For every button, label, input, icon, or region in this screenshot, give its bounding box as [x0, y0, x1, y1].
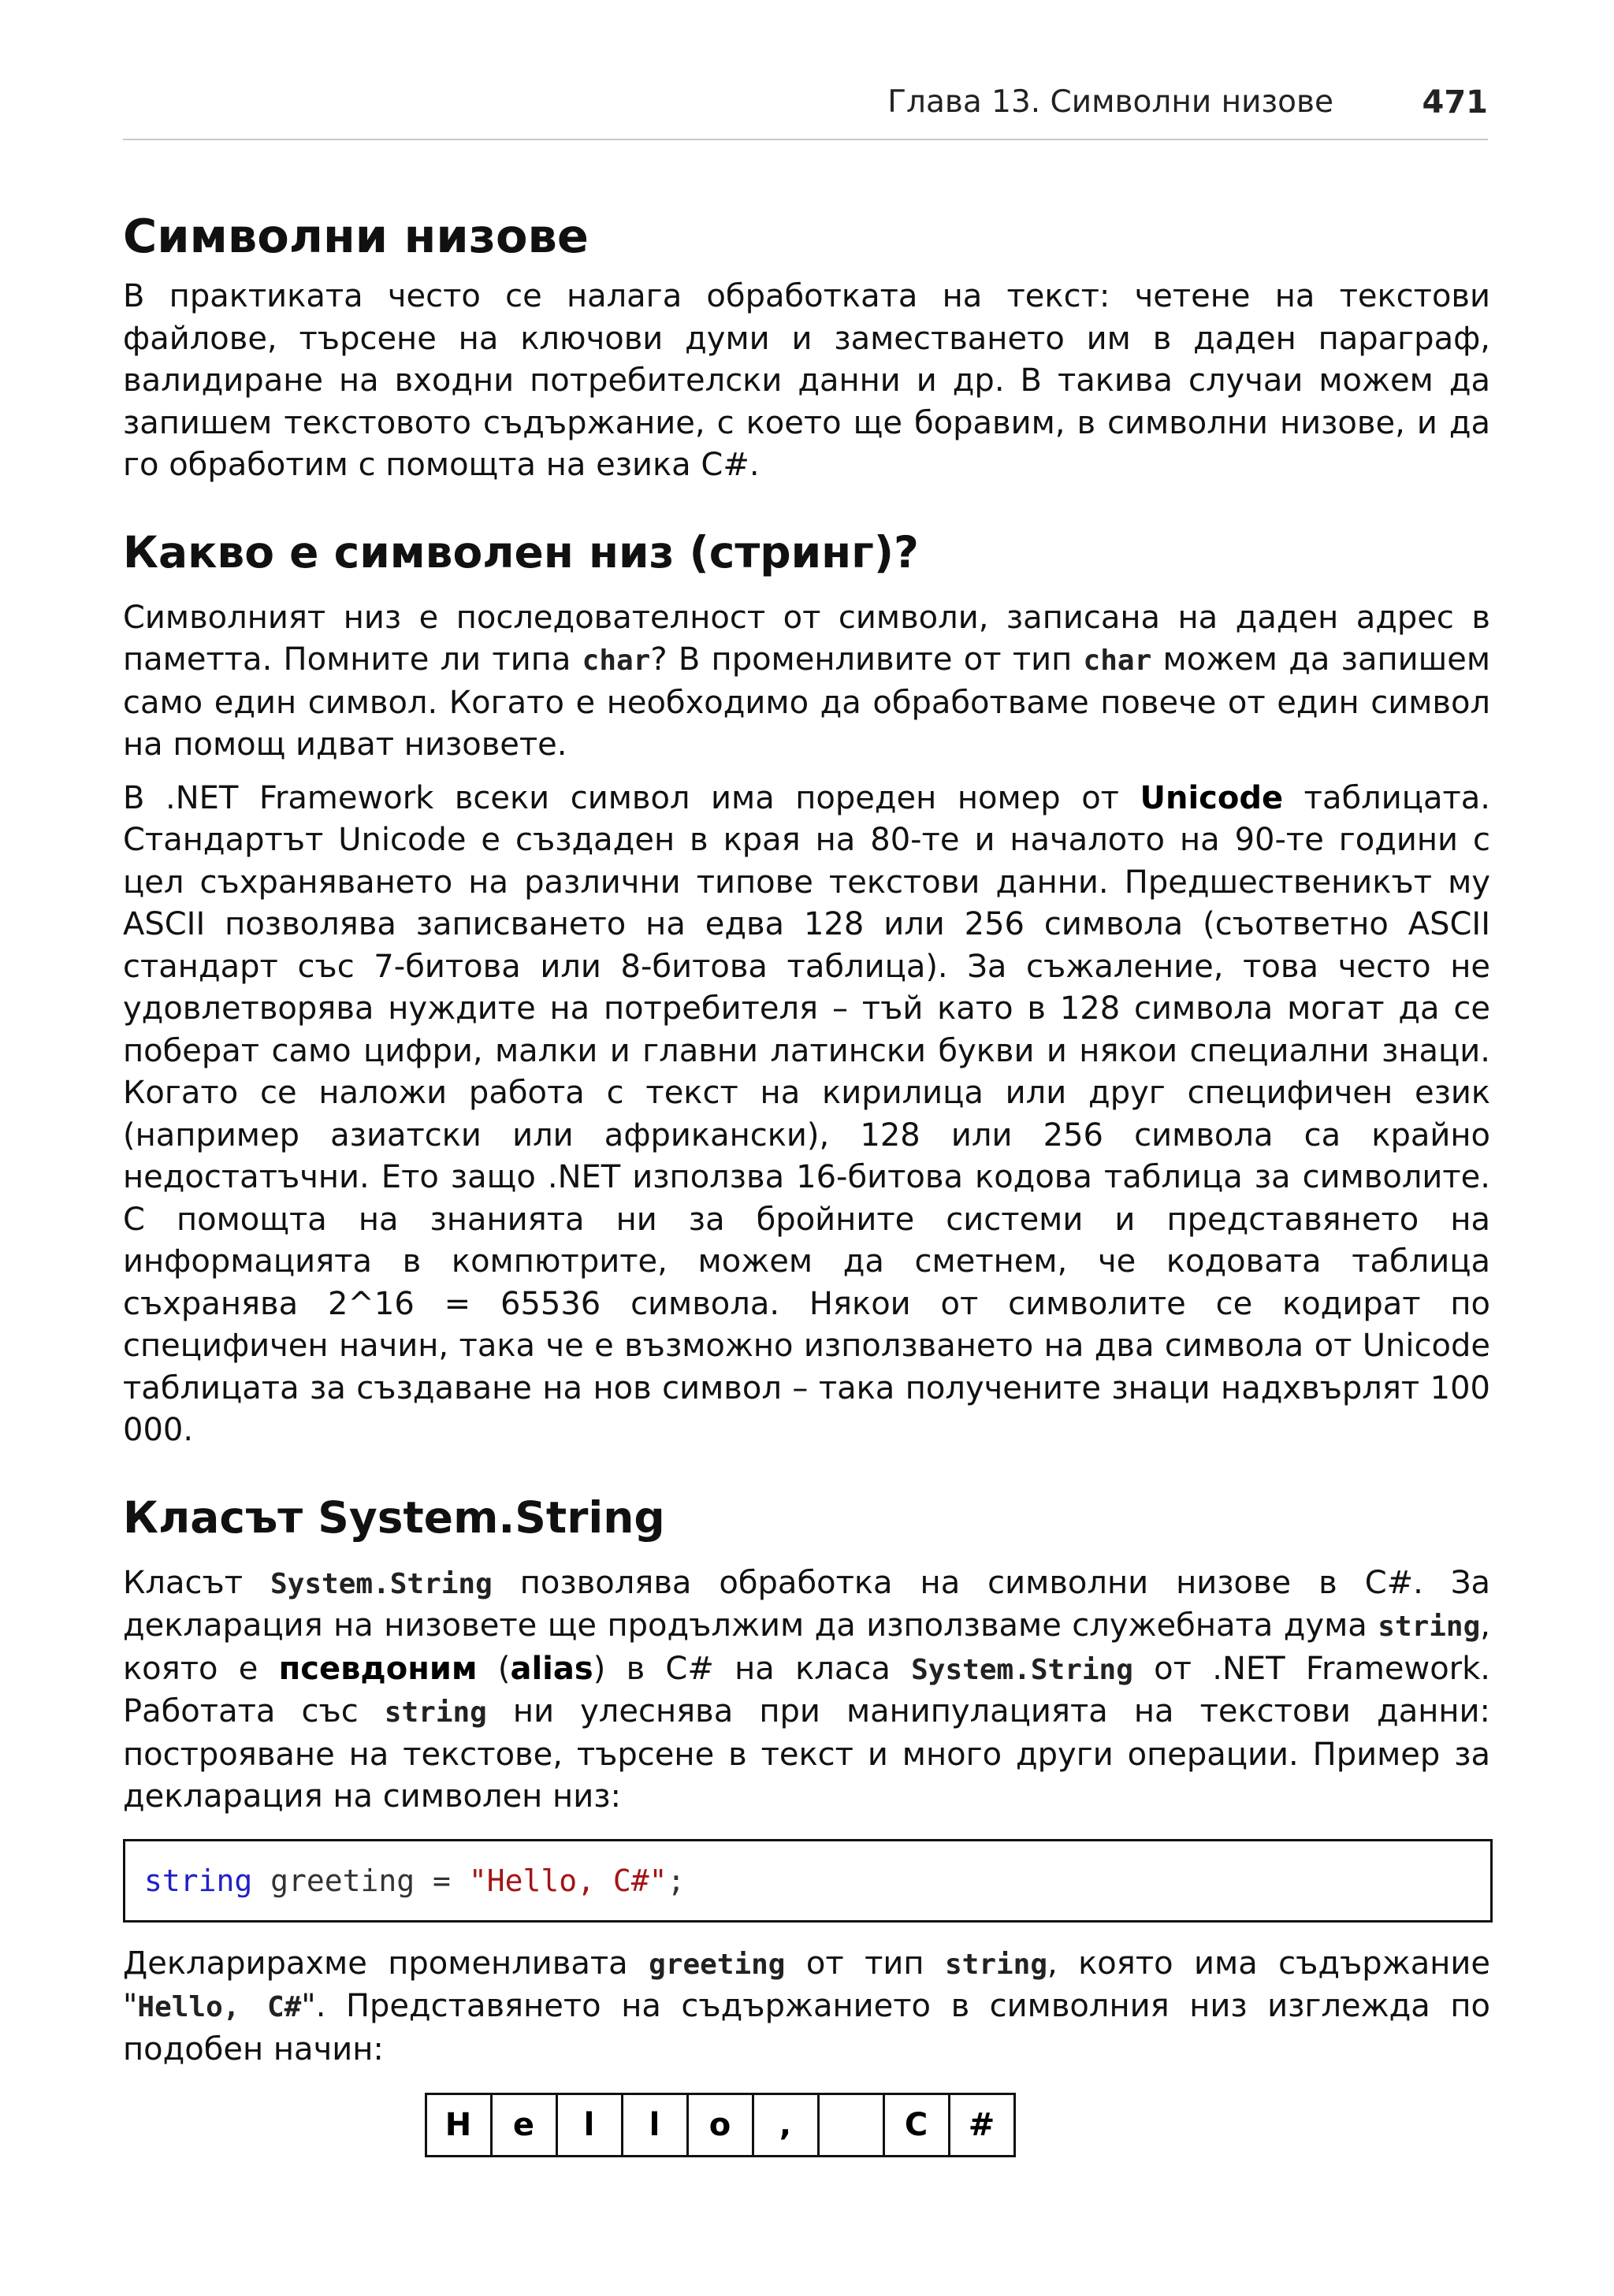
inline-code: string [944, 1948, 1048, 1981]
char-cell: l [556, 2094, 622, 2157]
string-chars-table [425, 2093, 1016, 2157]
code-string-literal: "Hello, C#" [468, 1863, 668, 1898]
code-example-box [123, 1839, 1493, 1923]
system-string-paragraph: Класът System.String позволява обработка на символни низове в C#. За декларация на низовете ще продължим да използваме служебната дума string, която е псевдоним (alias) в C# на класа System.String от .NET Framework. Работата със string ни улеснява при манипулацията на текстови данни: построяване на текстове, търсене в текст и много други операции. Пример за декларация на символен низ: [123, 1564, 1491, 1815]
unicode-paragraph: В .NET Framework всеки символ има пореден номер от Unicode таблицата. Стандартът Unicode е създаден в края на 80-те и началото на 90-те години с цел съхраняването на различни типове текстови данни. Предшественикът му ASCII позволява записването на едва 128 или 256 символа (съответно ASCII стандарт със 7-битова или 8-битова таблица). За съжаление, това често не удовлетворява нуждите на потребителя – тъй като в 128 символа могат да се поберат само цифри, малки и главни латински букви и някои специални знаци. Когато се наложи работа с текст на кирилица или друг специфичен език (например азиатски или африкански), 128 или 256 символа са крайно недостатъчни. Ето защо .NET използва 16-битова кодова таблица за символите. С помощта на знанията ни за бройните системи и представянето на информацията в компютрите, можем да сметнем, че кодовата таблица съхранява 2^16 = 65536 символа. Някои от символите се кодират по специфичен начин, така че е възможно използването на два символа от Unicode таблицата за създаване на нов символ – така получените знаци надхвърлят 100 000. [123, 779, 1490, 1448]
greeting-paragraph: Декларирахме променливата greeting от тип string, която има съдържание "Hello, C#". Представянето на съдържанието в символния низ изглежда по подобен начин: [123, 1945, 1490, 2068]
char-cell [818, 2094, 883, 2157]
section-title-what-is-string: Какво е символен низ (стринг)? [123, 526, 919, 578]
header-divider [123, 139, 1488, 140]
chapter-title: Глава 13. Символни низове [887, 84, 1333, 120]
char-cell: C [883, 2094, 949, 2157]
char-cell: e [491, 2094, 556, 2157]
inline-code: string [1378, 1611, 1481, 1643]
inline-code: System.String [270, 1567, 493, 1600]
inline-code: string [384, 1696, 487, 1729]
page-content [123, 203, 1490, 2157]
section-title-system-string: Класът System.String [123, 1492, 665, 1543]
char-cell: , [753, 2094, 818, 2157]
inline-code: Hello, C# [137, 1991, 302, 2023]
chars-row [426, 2094, 1014, 2157]
inline-code: greeting [649, 1948, 786, 1981]
char-cell: H [426, 2094, 491, 2157]
bold-term: псевдоним [278, 1650, 478, 1687]
intro-paragraph: В практиката често се налага обработката на текст: четене на текстови файлове, търсене на ключови думи и заместването им в даден параграф, валидиране на входни потребителски данни и др. В такива случаи можем да запишем текстовото съдържание, с което ще боравим, в символни низове, и да го обработим с помощта на езика C#. [123, 278, 1490, 483]
bold-term: Unicode [1140, 779, 1284, 816]
char-cell: # [949, 2094, 1014, 2157]
inline-code: System.String [911, 1653, 1133, 1686]
code-text: greeting = [252, 1863, 469, 1898]
inline-code: char [1083, 645, 1152, 677]
page-number: 471 [1422, 84, 1488, 121]
code-keyword: string [144, 1863, 253, 1898]
bold-term: alias [510, 1650, 593, 1687]
code-semicolon: ; [667, 1863, 686, 1898]
running-header [123, 85, 1488, 120]
string-definition-paragraph: Символният низ е последователност от символи, записана на даден адрес в паметта. Помните ли типа char? В променливите от тип char можем да запишем само един символ. Когато е необходимо да обработваме повече от един символ на помощ идват низовете. [123, 599, 1490, 763]
inline-code: char [582, 645, 651, 677]
char-cell: l [622, 2094, 687, 2157]
section-title-strings: Символни низове [123, 209, 589, 263]
char-cell: o [687, 2094, 753, 2157]
